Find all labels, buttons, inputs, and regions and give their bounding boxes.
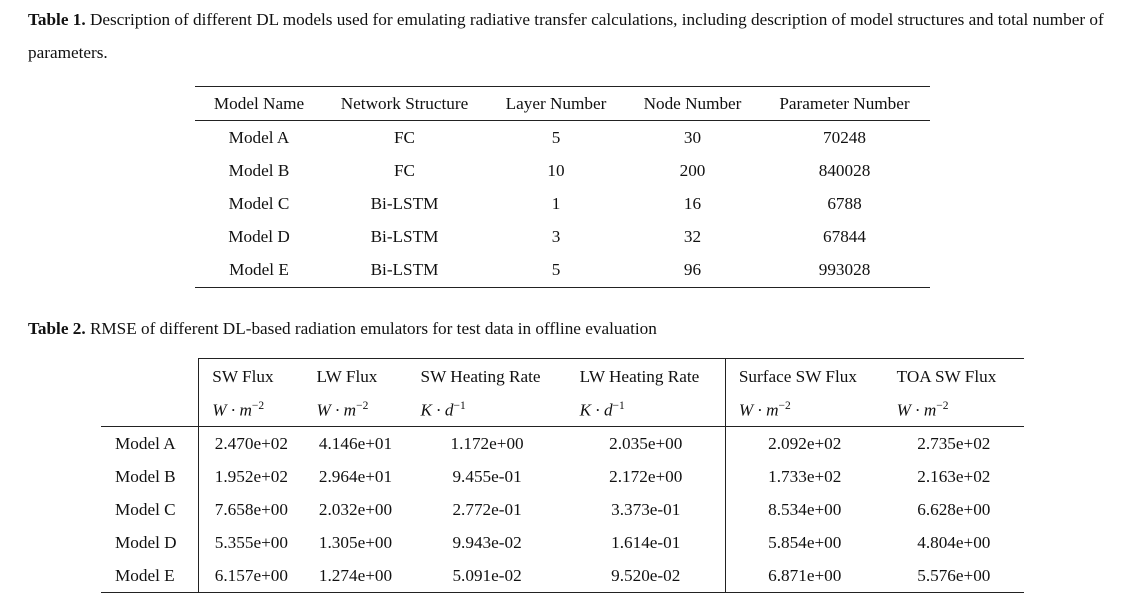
table2-label: Table 2. <box>28 319 86 338</box>
table-cell: 2.035e+00 <box>609 433 683 453</box>
unit-label: $W \cdot m^{-2}$ <box>303 394 407 427</box>
table1 <box>195 86 930 288</box>
table-cell: 3.373e-01 <box>611 499 681 519</box>
table-cell: 70248 <box>823 127 866 147</box>
table-cell: 9.943e-02 <box>452 532 522 552</box>
table-cell: 5.091e-02 <box>408 559 567 593</box>
table-cell: 3 <box>551 226 561 246</box>
table2 <box>101 358 1024 593</box>
table-cell: 67844 <box>823 226 866 246</box>
table-cell: Model C <box>228 193 290 213</box>
table1-label: Table 1. <box>28 10 86 29</box>
table2-caption <box>28 312 1108 345</box>
table-cell: 5 <box>486 253 626 288</box>
table-cell: 1.305e+00 <box>318 532 393 552</box>
table-cell: 5.576e+00 <box>884 559 1024 593</box>
table-cell: Model A <box>228 127 290 147</box>
table1-header-layer-number: Layer Number <box>486 87 626 121</box>
table-cell: 30 <box>683 127 702 147</box>
table1-header-network-structure: Network Structure <box>323 87 486 121</box>
table-cell: 2.735e+02 <box>917 433 991 453</box>
table-cell: 200 <box>679 160 706 180</box>
table2-header-corner <box>101 359 199 395</box>
table-cell: Bi-LSTM <box>370 193 439 213</box>
table2-caption-text: RMSE of different DL-based radiation emulators for test data in offline evaluation <box>89 319 657 338</box>
table-cell: 5.854e+00 <box>725 526 883 559</box>
table2-units-corner <box>101 394 199 427</box>
table-cell: 5.355e+00 <box>199 526 304 559</box>
table-row <box>101 526 1024 559</box>
table1-header-row <box>195 87 930 121</box>
table-cell: 4.146e+01 <box>318 433 393 453</box>
table-cell: 2.470e+02 <box>199 427 304 461</box>
table-cell: 1.733e+02 <box>725 460 883 493</box>
table-cell: 2.032e+00 <box>318 499 393 519</box>
unit-label: $K \cdot d^{-1}$ <box>567 394 726 427</box>
table-cell: Model E <box>195 253 323 288</box>
table-row <box>101 559 1024 593</box>
table1-caption-text: Description of different DL models used for emulating radiative transfer calculations, including description of model structures and total number of parameters. <box>28 10 1104 62</box>
table-row <box>195 253 930 288</box>
table-cell: 993028 <box>759 253 930 288</box>
table2-header-surface-sw-flux: Surface SW Flux <box>725 359 883 395</box>
table-cell: 5 <box>551 127 561 147</box>
table-cell: 1.172e+00 <box>450 433 524 453</box>
table-cell: 10 <box>547 160 565 180</box>
unit-label: $K \cdot d^{-1}$ <box>408 394 567 427</box>
table2-header-toa-sw-flux: TOA SW Flux <box>884 359 1024 395</box>
table-cell: 2.163e+02 <box>917 466 991 486</box>
table2-header-lw-flux: LW Flux <box>303 359 407 395</box>
table-cell: 96 <box>626 253 759 288</box>
table-cell: Model B <box>228 160 290 180</box>
table-cell: 4.804e+00 <box>917 532 991 552</box>
row-label: Model D <box>115 532 177 552</box>
unit-label: $W \cdot m^{-2}$ <box>884 394 1024 427</box>
table-row <box>195 154 930 187</box>
row-label: Model C <box>115 499 176 519</box>
table-row <box>195 121 930 155</box>
table-cell: 1.274e+00 <box>303 559 407 593</box>
table-cell: FC <box>393 127 416 147</box>
table-cell: Bi-LSTM <box>323 253 486 288</box>
table1-header-node-number: Node Number <box>626 87 759 121</box>
table1-header-model-name: Model Name <box>195 87 323 121</box>
table-row <box>101 460 1024 493</box>
table-cell: 32 <box>683 226 702 246</box>
table-cell: 2.772e-01 <box>452 499 522 519</box>
row-label: Model B <box>115 466 176 486</box>
table-cell: 9.520e-02 <box>567 559 726 593</box>
table-cell: 2.964e+01 <box>318 466 393 486</box>
table2-units-row <box>101 394 1024 427</box>
table-cell: 1.952e+02 <box>199 460 304 493</box>
table-cell: Model D <box>228 226 290 246</box>
table-row <box>101 427 1024 461</box>
unit-label: $W \cdot m^{-2}$ <box>199 394 304 427</box>
table-cell: FC <box>393 160 416 180</box>
table-cell: 9.455e-01 <box>452 466 522 486</box>
table-cell: 16 <box>683 193 702 213</box>
table2-header-lw-heating-rate: LW Heating Rate <box>567 359 726 395</box>
table-cell: 6.871e+00 <box>725 559 883 593</box>
table2-header-row <box>101 359 1024 395</box>
table2-header-sw-flux: SW Flux <box>199 359 304 395</box>
row-label: Model A <box>115 433 176 453</box>
table-cell: 1 <box>551 193 561 213</box>
table-cell: 2.092e+02 <box>725 427 883 461</box>
table-cell: 6788 <box>827 193 862 213</box>
table-cell: 7.658e+00 <box>199 493 304 526</box>
table-cell: Bi-LSTM <box>370 226 439 246</box>
table-cell: 2.172e+00 <box>609 466 683 486</box>
table-row <box>195 187 930 220</box>
table2-header-sw-heating-rate: SW Heating Rate <box>408 359 567 395</box>
row-label: Model E <box>101 559 199 593</box>
table-cell: 840028 <box>818 160 871 180</box>
table-row <box>101 493 1024 526</box>
table-cell: 8.534e+00 <box>725 493 883 526</box>
table-row <box>195 220 930 253</box>
table-cell: 6.157e+00 <box>199 559 304 593</box>
table-cell: 6.628e+00 <box>917 499 991 519</box>
unit-label: $W \cdot m^{-2}$ <box>725 394 883 427</box>
table1-header-parameter-number: Parameter Number <box>759 87 930 121</box>
table-cell: 1.614e-01 <box>611 532 681 552</box>
table1-caption <box>28 3 1108 69</box>
